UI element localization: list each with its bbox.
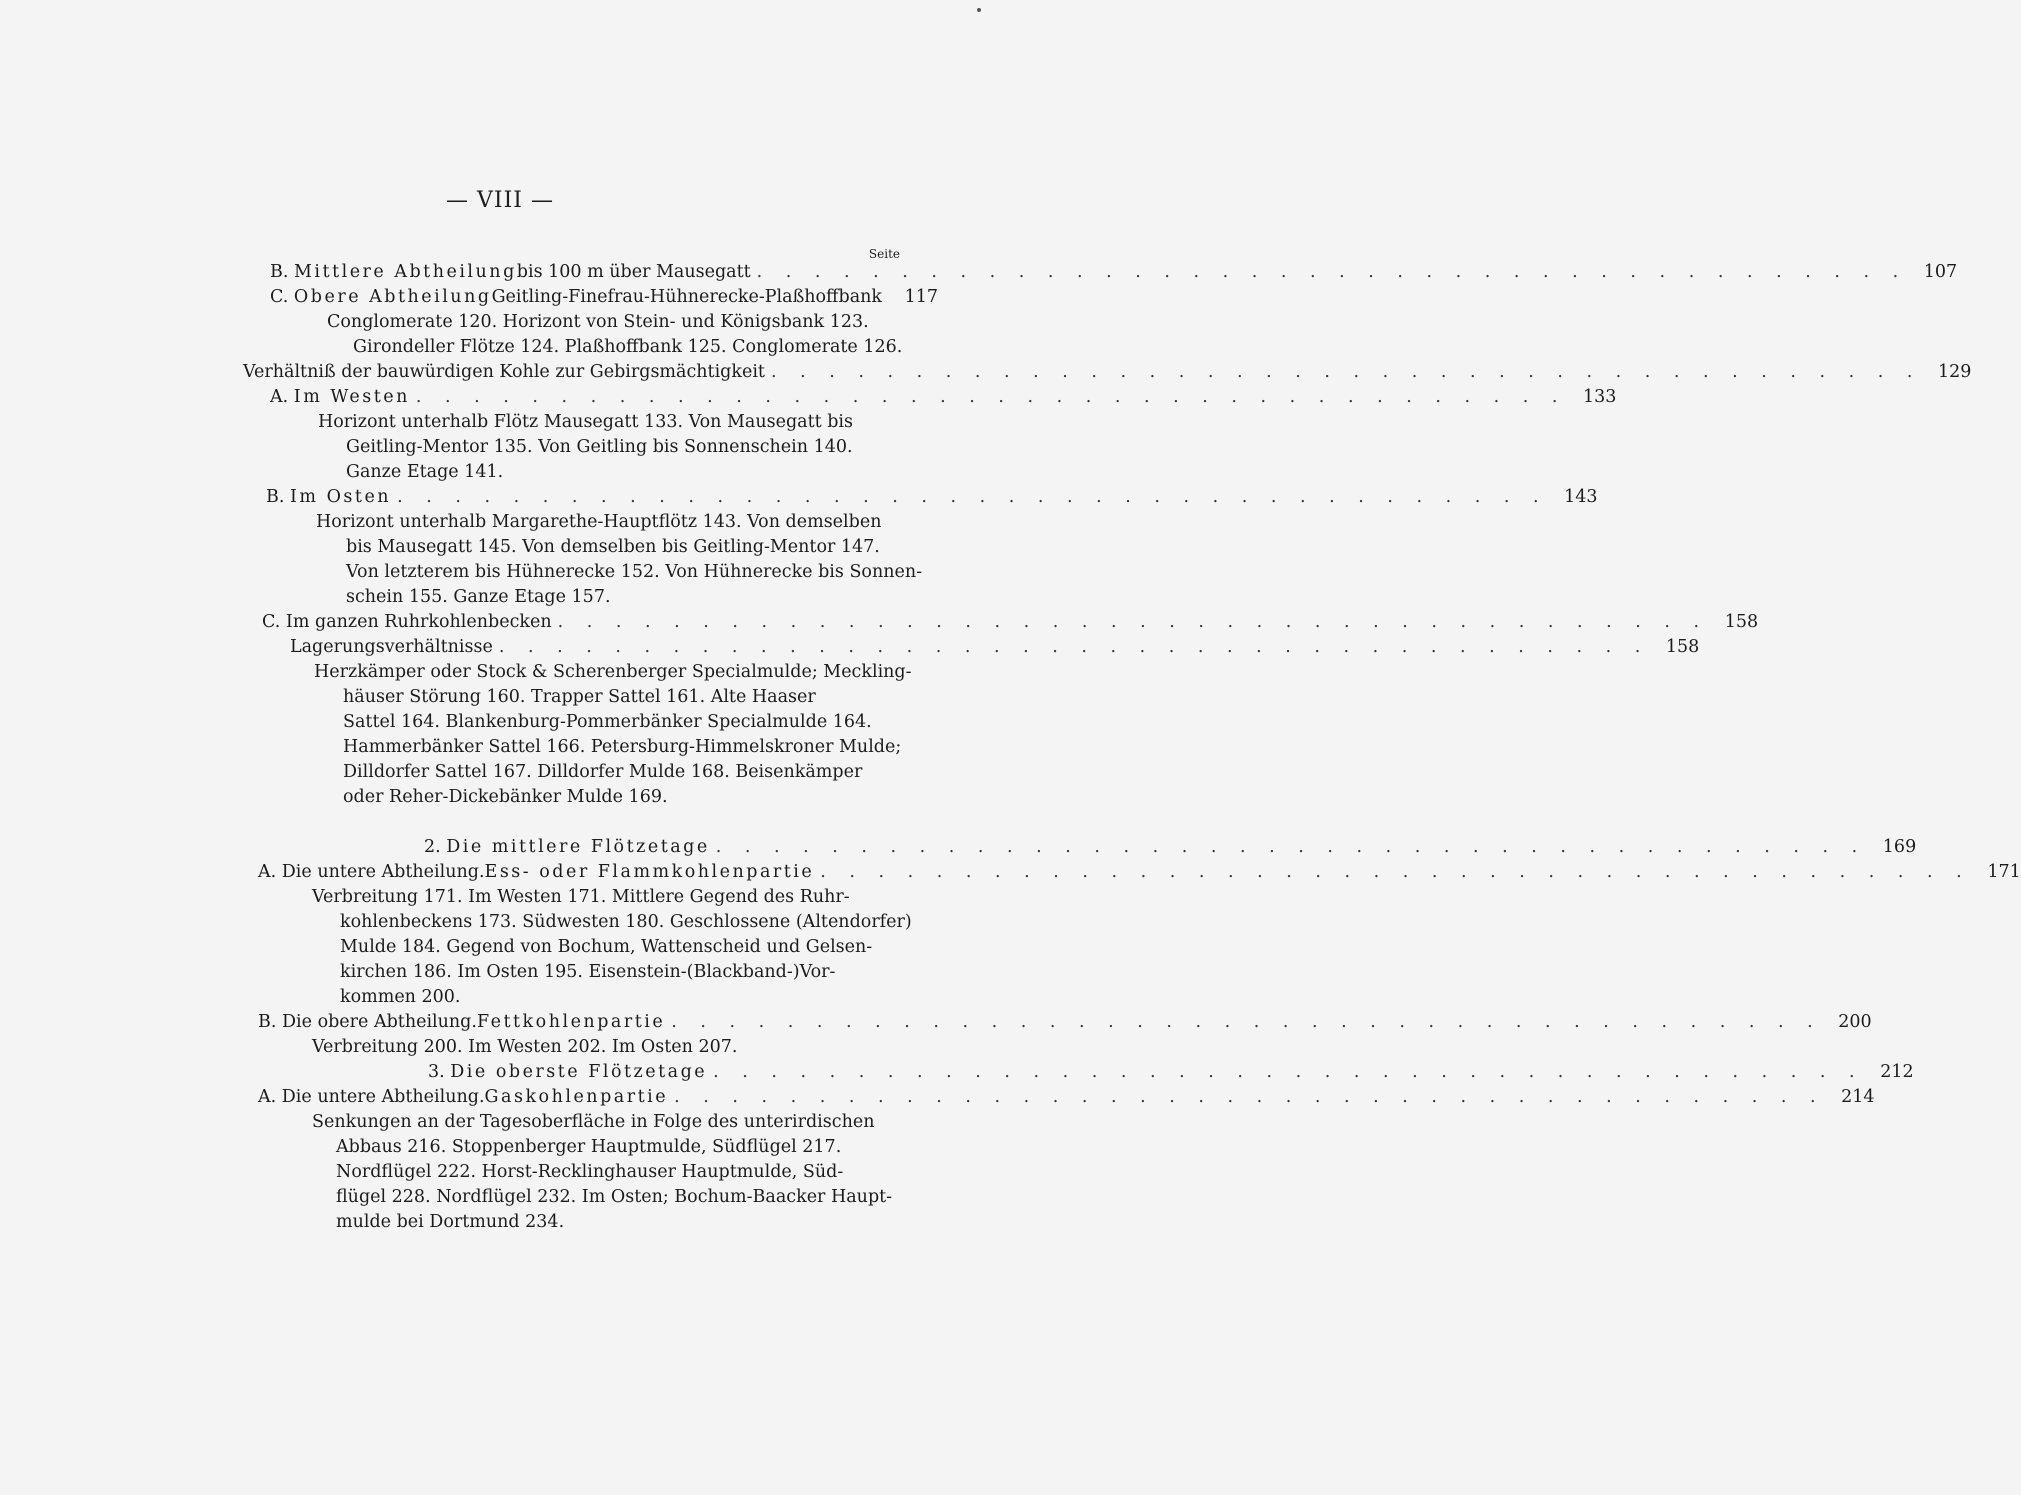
entry-prefix: B. xyxy=(270,262,289,282)
entry-description: kohlenbeckens 173. Südwesten 180. Geschlossene (Altendorfer) xyxy=(340,912,912,932)
entry-description: Herzkämper oder Stock & Scherenberger Specialmulde; Meckling- xyxy=(314,662,912,682)
entry-page: 200 xyxy=(1838,1012,1872,1032)
entry-description: Horizont unterhalb Flötz Mausegatt 133. Von Mausegatt bis xyxy=(318,412,853,432)
entry-page: 158 xyxy=(1665,637,1700,657)
entry-description: Verbreitung 171. Im Westen 171. Mittlere Gegend des Ruhr- xyxy=(312,887,850,907)
entry-prefix: C. xyxy=(262,612,281,632)
toc-entry xyxy=(0,360,1972,385)
dot-leader: . . . . . . . . . . . . . . . . . . . . . . . . . . . . . . . . . . . . . . . . xyxy=(557,612,1709,632)
entry-label-rest: Ess- oder Flammkohlenpartie xyxy=(484,862,815,882)
entry-label: Die mittlere Flötzetage xyxy=(446,837,710,857)
entry-description: Abbaus 216. Stoppenberger Hauptmulde, Südflügel 217. xyxy=(336,1137,842,1157)
entry-page: 117 xyxy=(904,287,939,307)
toc-entry xyxy=(0,285,1000,310)
entry-page: 171 xyxy=(1987,862,2021,882)
entry-description: Hammerbänker Sattel 166. Petersburg-Himmelskroner Mulde; xyxy=(343,737,902,757)
page-number: — VIII — xyxy=(446,188,554,213)
entry-description: Senkungen an der Tagesoberfläche in Folge des unterirdischen xyxy=(312,1112,875,1132)
entry-page: 107 xyxy=(1923,262,1958,282)
entry-description: Conglomerate 120. Horizont von Stein- und Königsbank 123. xyxy=(327,312,869,332)
entry-page: 158 xyxy=(1724,612,1759,632)
entry-label-rest: Fettkohlenpartie xyxy=(476,1012,666,1032)
toc-entry xyxy=(0,610,1759,635)
toc-entry xyxy=(0,860,2021,885)
entry-label: Die oberste Flötzetage xyxy=(450,1062,708,1082)
page-column-label: Seite xyxy=(868,247,900,261)
entry-description: Von letzterem bis Hühnerecke 152. Von Hühnerecke bis Sonnen- xyxy=(346,562,923,582)
table-of-contents xyxy=(0,260,2021,1235)
entry-description: Nordflügel 222. Horst-Recklinghauser Hauptmulde, Süd- xyxy=(336,1162,844,1182)
dot-leader: . . . . . . . . . . . . . . . . . . . . . . . . . . . . . . . . . . . . . . . . xyxy=(397,487,1548,507)
dot-leader: . . . . . . . . . . . . . . . . . . . . . . . . . . . . . . . . . . . . . . . . xyxy=(674,1087,1825,1107)
entry-prefix: B. xyxy=(266,487,285,507)
entry-description: Ganze Etage 141. xyxy=(346,462,504,482)
entry-description: schein 155. Ganze Etage 157. xyxy=(346,587,611,607)
entry-prefix: A. xyxy=(258,1087,277,1107)
entry-prefix: A. xyxy=(258,862,277,882)
entry-description: mulde bei Dortmund 234. xyxy=(336,1212,565,1232)
entry-label: Die untere Abtheilung. xyxy=(281,1087,485,1107)
entry-prefix: 3. xyxy=(428,1062,445,1082)
dot-leader: . . . . . . . . . . . . . . . . . . . . . . . . . . . . . . . . . . . . . . . . xyxy=(415,387,1567,407)
entry-page: 212 xyxy=(1880,1062,1914,1082)
entry-description: Girondeller Flötze 124. Plaßhoffbank 125. Conglomerate 126. xyxy=(353,337,903,357)
entry-page: 129 xyxy=(1938,362,1972,382)
entry-label: Obere Abtheilung xyxy=(293,287,492,307)
entry-description: kommen 200. xyxy=(340,987,461,1007)
entry-page: 133 xyxy=(1582,387,1617,407)
entry-label-rest: bis 100 m über Mausegatt xyxy=(516,262,751,282)
entry-label: Lagerungsverhältnisse xyxy=(290,637,493,657)
entry-description: Geitling-Mentor 135. Von Geitling bis Sonnenschein 140. xyxy=(346,437,853,457)
toc-entry xyxy=(0,1060,1914,1085)
toc-entry xyxy=(0,635,1700,660)
entry-description: bis Mausegatt 145. Von demselben bis Geitling-Mentor 147. xyxy=(346,537,880,557)
entry-label: Die untere Abtheilung. xyxy=(281,862,485,882)
dot-leader: . . . . . . . . . . . . . . . . . . . . . . . . . . . . . . . . . . . . . . . . xyxy=(671,1012,1822,1032)
entry-description: Dilldorfer Sattel 167. Dilldorfer Mulde 168. Beisenkämper xyxy=(343,762,863,782)
entry-description: Mulde 184. Gegend von Bochum, Wattenscheid und Gelsen- xyxy=(340,937,873,957)
entry-page: 169 xyxy=(1882,837,1917,857)
entry-description: Horizont unterhalb Margarethe-Hauptflötz 143. Von demselben xyxy=(316,512,882,532)
entry-label: Im Westen xyxy=(293,387,410,407)
toc-entry xyxy=(0,385,1617,410)
toc-entry xyxy=(0,835,1917,860)
entry-description: Verbreitung 200. Im Westen 202. Im Osten 207. xyxy=(312,1037,738,1057)
dot-leader: . . . . . . . . . . . . . . . . . . . . . . . . . . . . . . . . . . . . . . . . xyxy=(715,837,1867,857)
dot-leader: . . . . . . . . . . . . . . . . . . . . . . . . . . . . . . . . . . . . . . . . xyxy=(713,1062,1864,1082)
entry-label: Im Osten xyxy=(290,487,392,507)
entry-prefix: A. xyxy=(270,387,289,407)
entry-label: Die obere Abtheilung. xyxy=(282,1012,477,1032)
entry-prefix: C. xyxy=(270,287,289,307)
entry-label-rest: Verhältniß der bauwürdigen Kohle zur Gebirgsmächtigkeit xyxy=(243,362,765,382)
entry-label: Mittlere Abtheilung xyxy=(294,262,517,282)
entry-description: flügel 228. Nordflügel 232. Im Osten; Bochum-Baacker Haupt- xyxy=(336,1187,893,1207)
dot-leader: . . . . . . . . . . . . . . . . . . . . . . . . . . . . . . . . . . . . . . . . xyxy=(820,862,1971,882)
entry-label-rest: Geitling-Finefrau-Hühnerecke-Plaßhoffbank xyxy=(491,287,883,307)
entry-description: Sattel 164. Blankenburg-Pommerbänker Specialmulde 164. xyxy=(343,712,872,732)
entry-prefix: B. xyxy=(258,1012,277,1032)
dot-leader: . . . . . . . . . . . . . . . . . . . . . . . . . . . . . . . . . . . . . . . . xyxy=(498,637,1650,657)
toc-entry xyxy=(0,260,1958,285)
dot-leader: . . . . . . . . . . . . . . . . . . . . . . . . . . . . . . . . . . . . . . . . xyxy=(756,262,1908,282)
entry-description: häuser Störung 160. Trapper Sattel 161. Alte Haaser xyxy=(343,687,816,707)
entry-page: 214 xyxy=(1841,1087,1875,1107)
entry-prefix: 2. xyxy=(424,837,441,857)
entry-label-rest: Gaskohlenpartie xyxy=(484,1087,669,1107)
entry-description: oder Reher-Dickebänker Mulde 169. xyxy=(343,787,668,807)
toc-entry xyxy=(0,485,1598,510)
entry-label: Im ganzen Ruhrkohlenbecken xyxy=(285,612,552,632)
toc-entry xyxy=(0,1085,1875,1110)
dot-leader: . . . . . . . . . . . . . . . . . . . . . . . . . . . . . . . . . . . . . . . . xyxy=(770,362,1922,382)
ink-speck xyxy=(977,8,981,12)
entry-description: kirchen 186. Im Osten 195. Eisenstein-(Blackband-)Vor- xyxy=(340,962,836,982)
toc-entry xyxy=(0,1010,1872,1035)
entry-page: 143 xyxy=(1564,487,1598,507)
